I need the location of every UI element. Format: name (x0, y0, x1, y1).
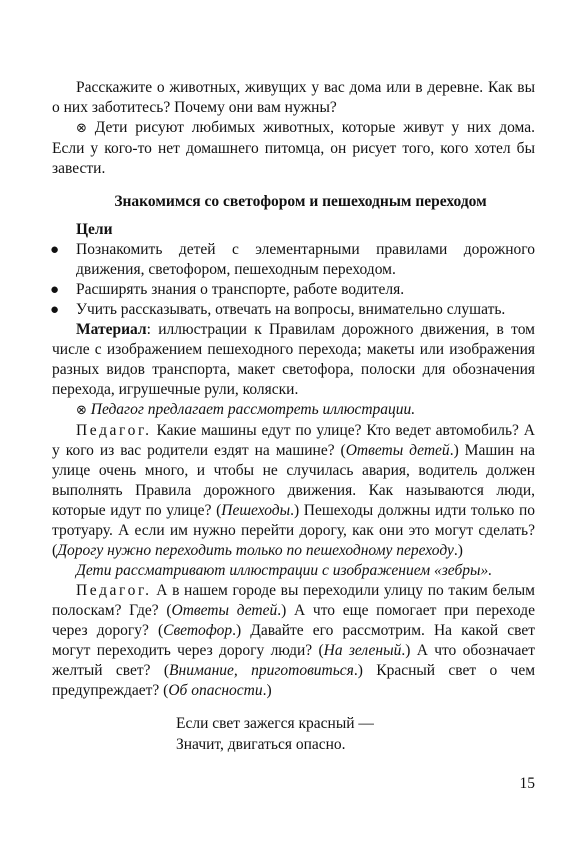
dialog-emphasis: Ответы детей (345, 442, 450, 459)
goals-list (52, 240, 535, 320)
bullet-icon: ● (50, 242, 60, 258)
dialog-text: .) (453, 542, 463, 559)
section-title: Знакомимся со светофором и пешеходным переходом (114, 193, 487, 210)
activity-icon: ⊗ (76, 121, 87, 136)
dialog-text: А в нашем городе вы переходили улицу по таким белым полоскам? Где? ( (52, 582, 535, 619)
dialog-emphasis: Дорогу нужно переходить только по пешеходному переходу (57, 542, 454, 559)
dialog-emphasis: На зеленый (323, 642, 402, 659)
dialog-paragraph (52, 581, 535, 701)
dialog-paragraph (52, 421, 535, 561)
speaker-label: Педагог. (76, 422, 152, 439)
page-number: 15 (519, 775, 535, 792)
dialog-text: .) А что еще помогает при переходе через дорогу? ( (52, 602, 535, 639)
dialog-emphasis: Светофор (163, 622, 233, 639)
dialog-emphasis: Пешеходы (221, 502, 291, 519)
material-label: Материал (76, 321, 147, 338)
activity-icon: ⊗ (76, 403, 87, 418)
dialog-text: .) Красный свет о чем предупреждает? ( (52, 662, 536, 699)
action-paragraph (52, 400, 535, 421)
poem-line: Значит, двигаться опасно. (176, 736, 346, 753)
goals-title: Цели (76, 221, 113, 238)
dialog-text: .) (262, 682, 272, 699)
dialog-emphasis: Ответы детей (171, 602, 278, 619)
dialog-text: Какие машины едут по улице? Кто ведет автомобиль? А у кого из вас родители ездят на машине? ( (52, 422, 535, 459)
dialog-text: .) Давайте его рассмотрим. На какой свет могут переходить через дорогу люди? ( (52, 622, 535, 659)
dialog-emphasis: Внимание, приготовиться (169, 662, 354, 679)
speaker-label: Педагог. (76, 582, 152, 599)
dialog-text: .) Машин на улице очень много, и чтобы не случилась авария, водитель должен выполнять Правила дорожного движения. Как называются люди, которые идут по улице? ( (52, 442, 535, 519)
action-text: Педагог предлагает рассмотреть иллюстрации. (90, 401, 416, 418)
goal-item (52, 300, 535, 320)
poem-line: Если свет зажегся красный — (176, 715, 374, 732)
intro-question: Расскажите о животных, живущих у вас дома или в деревне. Как вы о них заботитесь? Почему они вам нужны? (52, 79, 535, 116)
dialog-text: .) Пешеходы должны идти только по тротуару. А если им нужно перейти дорогу, как они это могут сделать? ( (52, 502, 536, 559)
goal-item (52, 280, 535, 300)
dialog-text: .) А что обозначает желтый свет? ( (52, 642, 535, 679)
dialog-emphasis: Об опасности (168, 682, 263, 699)
material-paragraph (52, 320, 535, 400)
goal-text: Учить рассказывать, отвечать на вопросы, внимательно слушать. (76, 301, 506, 318)
material-text: : иллюстрации к Правилам дорожного движения, в том числе с изображением пешеходного перехода; макеты или изображения разных видов транспорта, макет светофора, полоски для обозначения перехода, игрушечные рули, коляски. (52, 321, 535, 398)
goal-item (52, 240, 535, 280)
intro-activity-text: Дети рисуют любимых животных, которые живут у них дома. Если у кого-то нет домашнего питомца, он рисует того, кого хотел бы завести. (52, 119, 535, 177)
poem (52, 713, 535, 755)
bullet-icon: ● (50, 302, 60, 318)
intro-activity (52, 118, 535, 179)
bullet-icon: ● (50, 282, 60, 298)
action-paragraph: Дети рассматривают иллюстрации с изображением «зебры». (76, 562, 493, 579)
goal-text: Расширять знания о транспорте, работе водителя. (76, 281, 405, 298)
goal-text: Познакомить детей с элементарными правилами дорожного движения, светофором, пешеходным переходом. (76, 241, 535, 278)
